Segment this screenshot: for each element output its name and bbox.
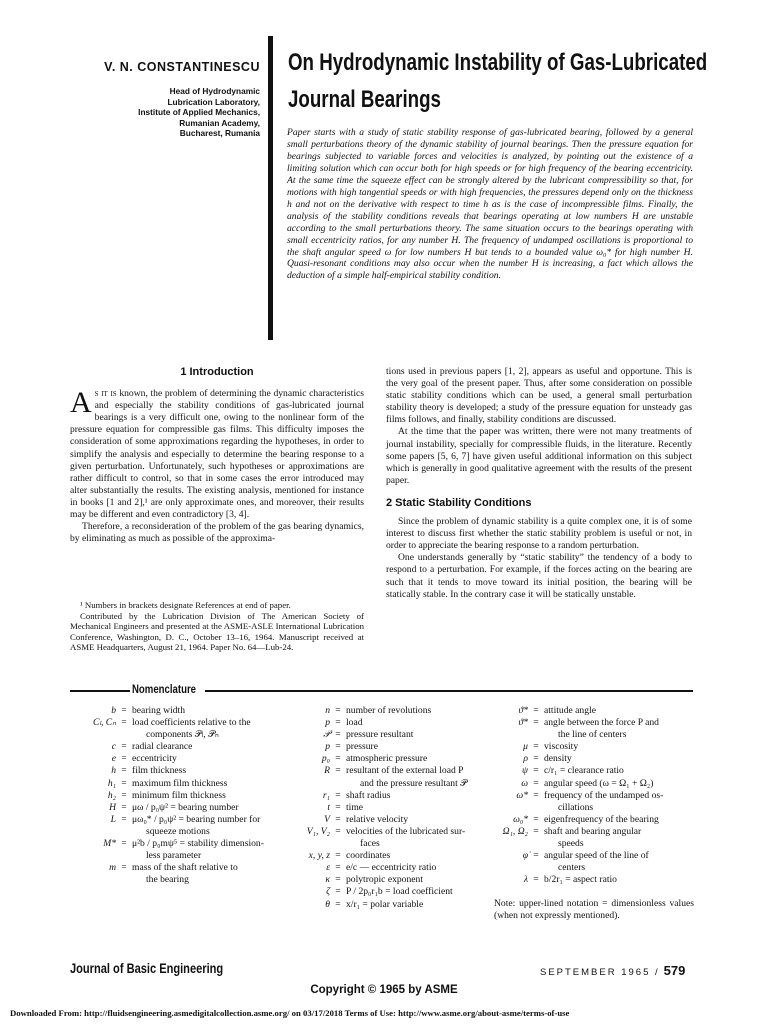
nomenclature-symbol: ε [326, 862, 330, 874]
nomenclature-symbol [70, 729, 116, 741]
nomenclature-row [70, 765, 280, 777]
nomenclature-equals: = [533, 850, 539, 862]
nomenclature-equals: = [533, 705, 539, 716]
nomenclature-definition: pressure resultant [346, 729, 414, 741]
nomenclature-row [490, 741, 695, 753]
nomenclature-equals: = [335, 741, 341, 753]
nomenclature-equals [116, 850, 132, 862]
download-notice: Downloaded From: http://fluidsengineering.asmedigitalcollection.asme.org/ on 03/17/2018 Terms of Use: http://www.asme.org/about-asme/terms-of-use [10, 1008, 570, 1018]
nomenclature-symbol: Cₗ, Cₙ [92, 717, 116, 729]
nomenclature-symbol [70, 874, 116, 886]
nomenclature-symbol: λ [523, 874, 528, 886]
nomenclature-symbol: H [109, 801, 116, 813]
title-vertical-rule [268, 36, 273, 340]
nomenclature-definition: time [346, 801, 364, 813]
author-block [68, 60, 260, 139]
affiliation-line: Head of Hydrodynamic [169, 86, 260, 96]
nomenclature-definition: centers [558, 862, 586, 874]
nomenclature-equals [116, 729, 132, 741]
nomenclature-column-1 [70, 705, 280, 886]
intro-text: known, the problem of determining the dynamic characteristics and especially the stability conditions of gas-lubricated journal bearings is a very difficult one, owing to the nonlinear form of the pressure equation for compressible gas films. This difficulty imposes the consideration of some approximations regarding the hypotheses, in order to simplify the analysis and especially to determine the bearing response to a given perturbation. Unfortunately, such hypotheses or approximations are rather difficult to control, so that in some cases the error introduced may alter substantially the results. The existing analysis, mentioned for instance in books [1 and 2],¹ are only approximate ones, and moreover, their results may be different and even contradictory [3, 4]. [70, 388, 364, 521]
nomenclature-symbol [70, 850, 116, 862]
paragraph: One understands generally by “static stability” the tendency of a body to respond to a perturbation. For example, if the forces acting on the bearing are such that it tends to move toward its initial position, the bearing will be statically stable. In the contrary case it will be statically unstable. [386, 552, 692, 600]
nomenclature-rule-right [205, 690, 693, 692]
nomenclature-symbol: V [324, 813, 330, 825]
nomenclature-equals: = [121, 801, 127, 813]
affiliation-line: Rumanian Academy, [179, 117, 260, 128]
nomenclature-row [290, 765, 500, 777]
nomenclature-symbol: n [325, 705, 330, 716]
nomenclature-definition: shaft and bearing angular [544, 825, 642, 837]
nomenclature-symbol: h₁ [107, 777, 116, 789]
nomenclature-definition: speeds [558, 838, 584, 850]
nomenclature-definition: e/c — eccentricity ratio [346, 862, 437, 874]
nomenclature-equals: = [533, 789, 539, 801]
paragraph: Since the problem of dynamic stability is a quite complex one, it is of some interest to discuss first whether the static stability problem is useful or not, in order to appreciate the bearing response to a random perturbation. [386, 516, 692, 552]
nomenclature-definition: number of revolutions [346, 705, 432, 716]
nomenclature-equals [528, 729, 544, 741]
nomenclature-row [490, 802, 695, 814]
nomenclature-row [490, 850, 695, 862]
nomenclature-symbol: h₂ [107, 789, 116, 801]
nomenclature-equals: = [121, 753, 127, 765]
nomenclature-symbol: ω* [516, 789, 528, 801]
nomenclature-row [290, 802, 500, 814]
nomenclature-definition: components 𝒫ₗ, 𝒫ₙ [146, 729, 219, 741]
nomenclature-symbol: r₁ [322, 789, 330, 801]
nomenclature-equals: = [533, 765, 539, 777]
nomenclature-row [290, 753, 500, 765]
nomenclature-definition: μω / p₀ψ² = bearing number [132, 801, 239, 813]
nomenclature-row [70, 826, 280, 838]
nomenclature-equals: = [335, 801, 341, 813]
nomenclature-definition: faces [360, 838, 380, 850]
nomenclature-row [490, 705, 695, 717]
nomenclature-symbol: ω [521, 777, 528, 789]
nomenclature-row [290, 741, 500, 753]
nomenclature-definition: load coefficients relative to the [132, 717, 251, 729]
nomenclature-row [290, 826, 500, 838]
nomenclature-definition: density [544, 753, 572, 765]
nomenclature-row [290, 874, 500, 886]
nomenclature-symbol [290, 778, 330, 790]
nomenclature-symbol: Ω₁, Ω₂ [502, 825, 528, 837]
nomenclature-row [70, 838, 280, 850]
author-name: V. N. CONSTANTINESCU [104, 60, 260, 74]
nomenclature-definition: μω₀* / p₀ψ² = bearing number for [132, 813, 261, 825]
nomenclature-row [490, 717, 695, 729]
nomenclature-symbol [490, 862, 528, 874]
nomenclature-equals: = [121, 862, 127, 874]
paragraph: Therefore, a reconsideration of the problem of the gas bearing dynamics, by eliminating as much as possible of the approxima- [70, 521, 364, 545]
paragraph: At the time that the paper was written, there were not many treatments of journal instability, specially for compressible fluids, in the literature. Recently some papers [5, 6, 7] have given useful additional information on this subject which is generally in good qualitative agreement with the results of the present paper. [386, 426, 692, 486]
nomenclature-definition: frequency of the undamped os- [544, 789, 664, 801]
nomenclature-definition: coordinates [346, 850, 391, 862]
nomenclature-note: Note: upper-lined notation = dimensionless values (when not expressly mentioned). [494, 898, 694, 922]
nomenclature-symbol [490, 802, 528, 814]
nomenclature-definition: radial clearance [132, 741, 193, 753]
affiliation-line: Bucharest, Rumania [179, 128, 260, 138]
nomenclature-column-2 [290, 705, 500, 911]
nomenclature-definition: eccentricity [132, 753, 177, 765]
nomenclature-column-3 [490, 705, 695, 886]
nomenclature-symbol [490, 838, 528, 850]
page-info [540, 962, 685, 980]
nomenclature-definition: μ²b / p₀mψ⁵ = stability dimension- [132, 838, 264, 850]
nomenclature-equals: = [335, 765, 341, 777]
nomenclature-definition: maximum film thickness [132, 777, 228, 789]
title-line: Journal Bearings [288, 86, 441, 113]
nomenclature-equals [330, 778, 346, 790]
nomenclature-definition: cillations [558, 801, 594, 813]
nomenclature-equals [528, 802, 544, 814]
nomenclature-definition: c/r₁ = clearance ratio [544, 765, 624, 777]
nomenclature-definition: eigenfrequency of the bearing [544, 813, 659, 825]
drop-cap: A [70, 386, 92, 420]
nomenclature-definition: less parameter [146, 850, 202, 862]
nomenclature-symbol: 𝒫 [323, 729, 330, 741]
nomenclature-symbol: ψ [522, 765, 528, 777]
affiliation-line: Lubrication Laboratory, [167, 96, 260, 107]
nomenclature-equals: = [121, 705, 127, 716]
nomenclature-definition: angle between the force P and [544, 717, 659, 729]
nomenclature-equals: = [335, 898, 341, 910]
nomenclature-equals [116, 826, 132, 838]
nomenclature-definition: pressure [346, 741, 378, 753]
nomenclature-definition: the bearing [146, 874, 189, 886]
nomenclature-definition: velocities of the lubricated sur- [346, 825, 466, 837]
nomenclature-equals: = [335, 825, 341, 837]
paragraph: tions used in previous papers [1, 2], appears as useful and opportune. This is the very goal of the present paper. Thus, after some consideration on possible static stability conditions which can be used, a general small perturbation stability theory is developed; a study of the pressure equation for unsteady gas films follows, and finally, stability conditions are discussed. [386, 366, 692, 426]
nomenclature-row [290, 705, 500, 717]
nomenclature-symbol: L [110, 813, 116, 825]
nomenclature-definition: polytropic exponent [346, 874, 423, 886]
nomenclature-row [70, 874, 280, 886]
nomenclature-symbol: V₁, V₂ [306, 825, 330, 837]
nomenclature-row [490, 790, 695, 802]
nomenclature-definition: viscosity [544, 741, 579, 753]
nomenclature-definition: bearing width [132, 705, 186, 716]
nomenclature-equals: = [121, 741, 127, 753]
nomenclature-definition: P / 2p₀r₁b = load coefficient [346, 886, 453, 898]
nomenclature-definition: load [346, 717, 363, 729]
nomenclature-symbol: h [111, 765, 116, 777]
nomenclature-rule-left [70, 690, 130, 692]
nomenclature-equals: = [533, 717, 539, 729]
nomenclature-row [290, 790, 500, 802]
nomenclature-row [290, 899, 500, 911]
nomenclature-row [490, 729, 695, 741]
nomenclature-equals: = [335, 862, 341, 874]
nomenclature-equals: = [335, 705, 341, 716]
nomenclature-equals: = [335, 874, 341, 886]
nomenclature-symbol: b [111, 705, 116, 716]
nomenclature-row [290, 886, 500, 898]
nomenclature-symbol [70, 826, 116, 838]
nomenclature-equals: = [335, 789, 341, 801]
nomenclature-label: Nomenclature [132, 682, 197, 696]
paper-title [288, 44, 709, 118]
nomenclature-equals: = [335, 729, 341, 741]
copyright-notice: Copyright © 1965 by ASME [310, 984, 458, 996]
nomenclature-symbol [490, 729, 528, 741]
nomenclature-row [490, 838, 695, 850]
nomenclature-definition: atmospheric pressure [346, 753, 428, 765]
lead-in: s it is [94, 388, 117, 400]
footnote-contributed: Contributed by the Lubrication Division of The American Society of Mechanical Engineers and presented at the ASME-ASLE International Lubrication Conference, Washington, D. C., October 13–16, 1964. Manuscript received at ASME Headquarters, August 21, 1964. Paper No. 64—Lub-24. [70, 610, 364, 653]
nomenclature-definition: angular speed (ω = Ω₁ + Ω₂) [544, 777, 654, 789]
nomenclature-row [290, 814, 500, 826]
nomenclature-equals [528, 862, 544, 874]
nomenclature-symbol: m [109, 862, 116, 874]
nomenclature-definition: the line of centers [558, 729, 627, 741]
nomenclature-row [490, 765, 695, 777]
nomenclature-symbol: ρ [523, 753, 528, 765]
nomenclature-row [70, 705, 280, 717]
nomenclature-row [490, 874, 695, 886]
nomenclature-row [290, 729, 500, 741]
nomenclature-row [290, 778, 500, 790]
nomenclature-row [290, 850, 500, 862]
page-number: 579 [663, 963, 686, 978]
nomenclature-equals: = [121, 789, 127, 801]
nomenclature-row [290, 717, 500, 729]
nomenclature-symbol: ϑ* [518, 705, 528, 716]
nomenclature-row [70, 753, 280, 765]
nomenclature-equals: = [533, 741, 539, 753]
nomenclature-equals: = [335, 850, 341, 862]
issue-date: SEPTEMBER 1965 / [540, 967, 660, 978]
nomenclature-equals: = [335, 886, 341, 898]
nomenclature-definition: minimum film thickness [132, 789, 226, 801]
affiliation-line: Institute of Applied Mechanics, [138, 107, 260, 117]
nomenclature-symbol: ω₀* [513, 813, 528, 825]
right-column [386, 366, 692, 601]
nomenclature-row [70, 850, 280, 862]
footnote-references: ¹ Numbers in brackets designate References at end of paper. [80, 600, 291, 610]
nomenclature-symbol: θ [325, 898, 330, 910]
nomenclature-definition: angular speed of the line of [544, 850, 649, 862]
nomenclature-equals: = [533, 825, 539, 837]
nomenclature-definition: relative velocity [346, 813, 409, 825]
nomenclature-definition: b/2r₁ = aspect ratio [544, 874, 617, 886]
nomenclature-row [70, 741, 280, 753]
nomenclature-row [290, 862, 500, 874]
nomenclature-equals [116, 874, 132, 886]
nomenclature-row [70, 729, 280, 741]
nomenclature-symbol [290, 838, 330, 850]
footnotes [70, 600, 364, 653]
nomenclature-symbol: κ [325, 874, 330, 886]
nomenclature-equals: = [121, 838, 127, 850]
nomenclature-row [490, 826, 695, 838]
nomenclature-symbol: p [325, 717, 330, 729]
left-column [70, 366, 364, 545]
intro-paragraph [70, 388, 364, 521]
nomenclature-definition: attitude angle [544, 705, 596, 716]
nomenclature-row [70, 862, 280, 874]
nomenclature-symbol: M* [103, 838, 116, 850]
nomenclature-equals: = [121, 813, 127, 825]
nomenclature-row [490, 778, 695, 790]
nomenclature-equals: = [533, 753, 539, 765]
nomenclature-row [490, 814, 695, 826]
section-heading: 2 Static Stability Conditions [386, 496, 532, 509]
nomenclature-equals: = [121, 765, 127, 777]
nomenclature-definition: film thickness [132, 765, 187, 777]
nomenclature-row [290, 838, 500, 850]
nomenclature-symbol: ζ [326, 886, 330, 898]
nomenclature-equals: = [121, 717, 127, 729]
nomenclature-symbol: p₀ [321, 753, 330, 765]
nomenclature-symbol: ϑ* [518, 717, 528, 729]
nomenclature-equals: = [335, 717, 341, 729]
title-line: On Hydrodynamic Instability of Gas-Lubricated [288, 49, 708, 76]
nomenclature-symbol: e [111, 753, 116, 765]
nomenclature-row [70, 790, 280, 802]
nomenclature-definition: squeeze motions [146, 825, 210, 837]
nomenclature-definition: mass of the shaft relative to [132, 862, 238, 874]
nomenclature-row [70, 802, 280, 814]
journal-name: Journal of Basic Engineering [70, 961, 224, 976]
nomenclature-equals [528, 838, 544, 850]
section-heading: 1 Introduction [180, 366, 254, 378]
nomenclature-equals: = [533, 777, 539, 789]
nomenclature-equals: = [121, 777, 127, 789]
abstract: Paper starts with a study of static stability response of gas-lubricated bearing, followed by a general small perturbations theory of the dynamic stability of journal bearings. Then the pressure equation for bearings subjected to variable forces and velocities is analyzed, by pointing out the existence of a limiting solution which can occur both for high speeds or for high frequency of the bearing eccentricity. At the same time the squeeze effect can be strongly altered by the lubricant compressibility so that, for motions with high tangential speeds or with high frequencies, the pressures depend only on the thickness h and not on the derivative with respect to time h as is the case of incompressible films. Finally, the analysis of the stability conditions reveals that bearings operating at low numbers H are unstable according to the small perturbations theory. The same situation occurs to the bearings operating with small eccentricity ratios, for any number H. The frequency of undamped oscillations is proportional to the shaft angular speed ω for low numbers H but tends to a bounded value ω₀* for high number H. Quasi-resonant conditions may also occur when the number H is increasing, a fact which allows the deduction of a simple half-empirical stability condition. [287, 127, 693, 282]
nomenclature-symbol: p [325, 741, 330, 753]
nomenclature-symbol: c [111, 741, 116, 753]
nomenclature-definition: and the pressure resultant 𝒫 [360, 777, 468, 789]
nomenclature-definition: resultant of the external load P [346, 765, 464, 777]
nomenclature-equals [330, 838, 346, 850]
nomenclature-symbol: R [324, 765, 330, 777]
nomenclature-equals: = [335, 753, 341, 765]
nomenclature-equals: = [533, 874, 539, 886]
nomenclature-symbol: t [327, 801, 330, 813]
nomenclature-symbol: μ [523, 741, 528, 753]
nomenclature-equals: = [335, 813, 341, 825]
nomenclature-definition: shaft radius [346, 789, 391, 801]
nomenclature-row [490, 862, 695, 874]
nomenclature-row [490, 753, 695, 765]
nomenclature-row [70, 778, 280, 790]
nomenclature-symbol: φ̇ [522, 850, 528, 862]
nomenclature-symbol: x, y, z [308, 850, 330, 862]
nomenclature-equals: = [533, 813, 539, 825]
nomenclature-row [70, 814, 280, 826]
nomenclature-row [70, 717, 280, 729]
nomenclature-definition: x/r₁ = polar variable [346, 898, 424, 910]
